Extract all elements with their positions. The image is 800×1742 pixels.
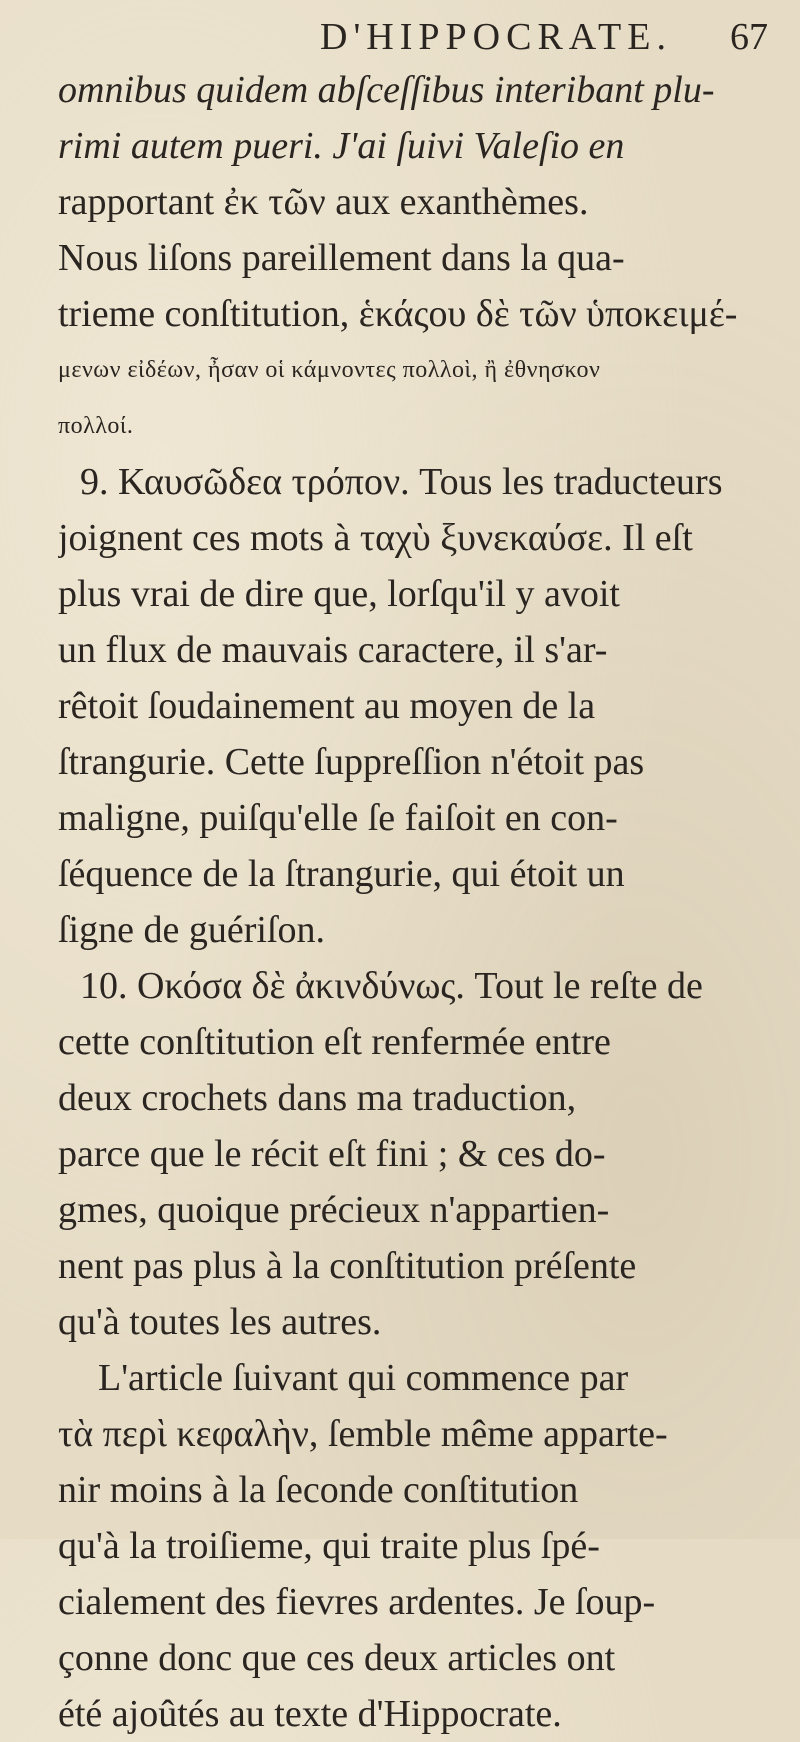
text-line: nir moins à la ſeconde conſtitution xyxy=(58,1469,579,1511)
text-line: trieme conſtitution, ἑκάςου δὲ τῶν ὑποκειμέ- xyxy=(58,293,738,335)
text-line: 10. Οκόσα δὲ ἀκινδύνως. Tout le reſte de xyxy=(80,965,703,1007)
text-line: un flux de mauvais caractere, il s'ar- xyxy=(58,629,608,671)
text-line: çonne donc que ces deux articles ont xyxy=(58,1637,616,1679)
text-line: τὰ περὶ κεφαλὴν, ſemble même apparte- xyxy=(58,1413,668,1455)
text-line: ſtrangurie. Cette ſuppreſſion n'étoit pas xyxy=(58,741,645,783)
text-line: nent pas plus à la conſtitution préſente xyxy=(58,1245,637,1287)
text-line: omnibus quidem abſceſſibus interibant plu- xyxy=(58,69,715,111)
text-line: cialement des fievres ardentes. Je ſoup- xyxy=(58,1581,656,1623)
text-line: ſéquence de la ſtrangurie, qui étoit un xyxy=(58,853,625,895)
page-header xyxy=(0,12,800,62)
text-line: L'article ſuivant qui commence par xyxy=(98,1357,629,1399)
text-line: 9. Καυσῶδεα τρόπον. Tous les traducteurs xyxy=(80,461,723,503)
text-line: rapportant ἐκ τῶν aux exanthèmes. xyxy=(58,181,589,223)
text-line: joignent ces mots à ταχὺ ξυνεκαύσε. Il eſt xyxy=(58,517,693,559)
text-line: plus vrai de dire que, lorſqu'il y avoit xyxy=(58,573,620,615)
text-line: πολλοί. xyxy=(58,413,134,439)
text-line: Nous liſons pareillement dans la qua- xyxy=(58,237,625,279)
text-line: qu'à toutes les autres. xyxy=(58,1301,382,1343)
text-line: rêtoit ſoudainement au moyen de la xyxy=(58,685,596,727)
text-line: rimi autem pueri. J'ai ſuivi Valeſio en xyxy=(58,125,625,167)
text-line: ſigne de guériſon. xyxy=(58,909,325,951)
text-line: cette conſtitution eſt renfermée entre xyxy=(58,1021,611,1063)
text-line: deux crochets dans ma traduction, xyxy=(58,1077,577,1119)
text-line: qu'à la troiſieme, qui traite plus ſpé- xyxy=(58,1525,600,1567)
text-line: maligne, puiſqu'elle ſe faiſoit en con- xyxy=(58,797,618,839)
running-head: D'HIPPOCRATE. xyxy=(320,16,672,58)
text-line: μενων εἰδέων, ἦσαν οἱ κάμνοντες πολλοὶ, ἢ ἐθνησκον xyxy=(58,357,601,383)
text-line: été ajoûtés au texte d'Hippocrate. xyxy=(58,1693,562,1735)
text-line: gmes, quoique précieux n'appartien- xyxy=(58,1189,610,1231)
body-text xyxy=(58,62,776,1742)
page-number: 67 xyxy=(730,16,768,58)
text-line: parce que le récit eſt fini ; & ces do- xyxy=(58,1133,606,1175)
